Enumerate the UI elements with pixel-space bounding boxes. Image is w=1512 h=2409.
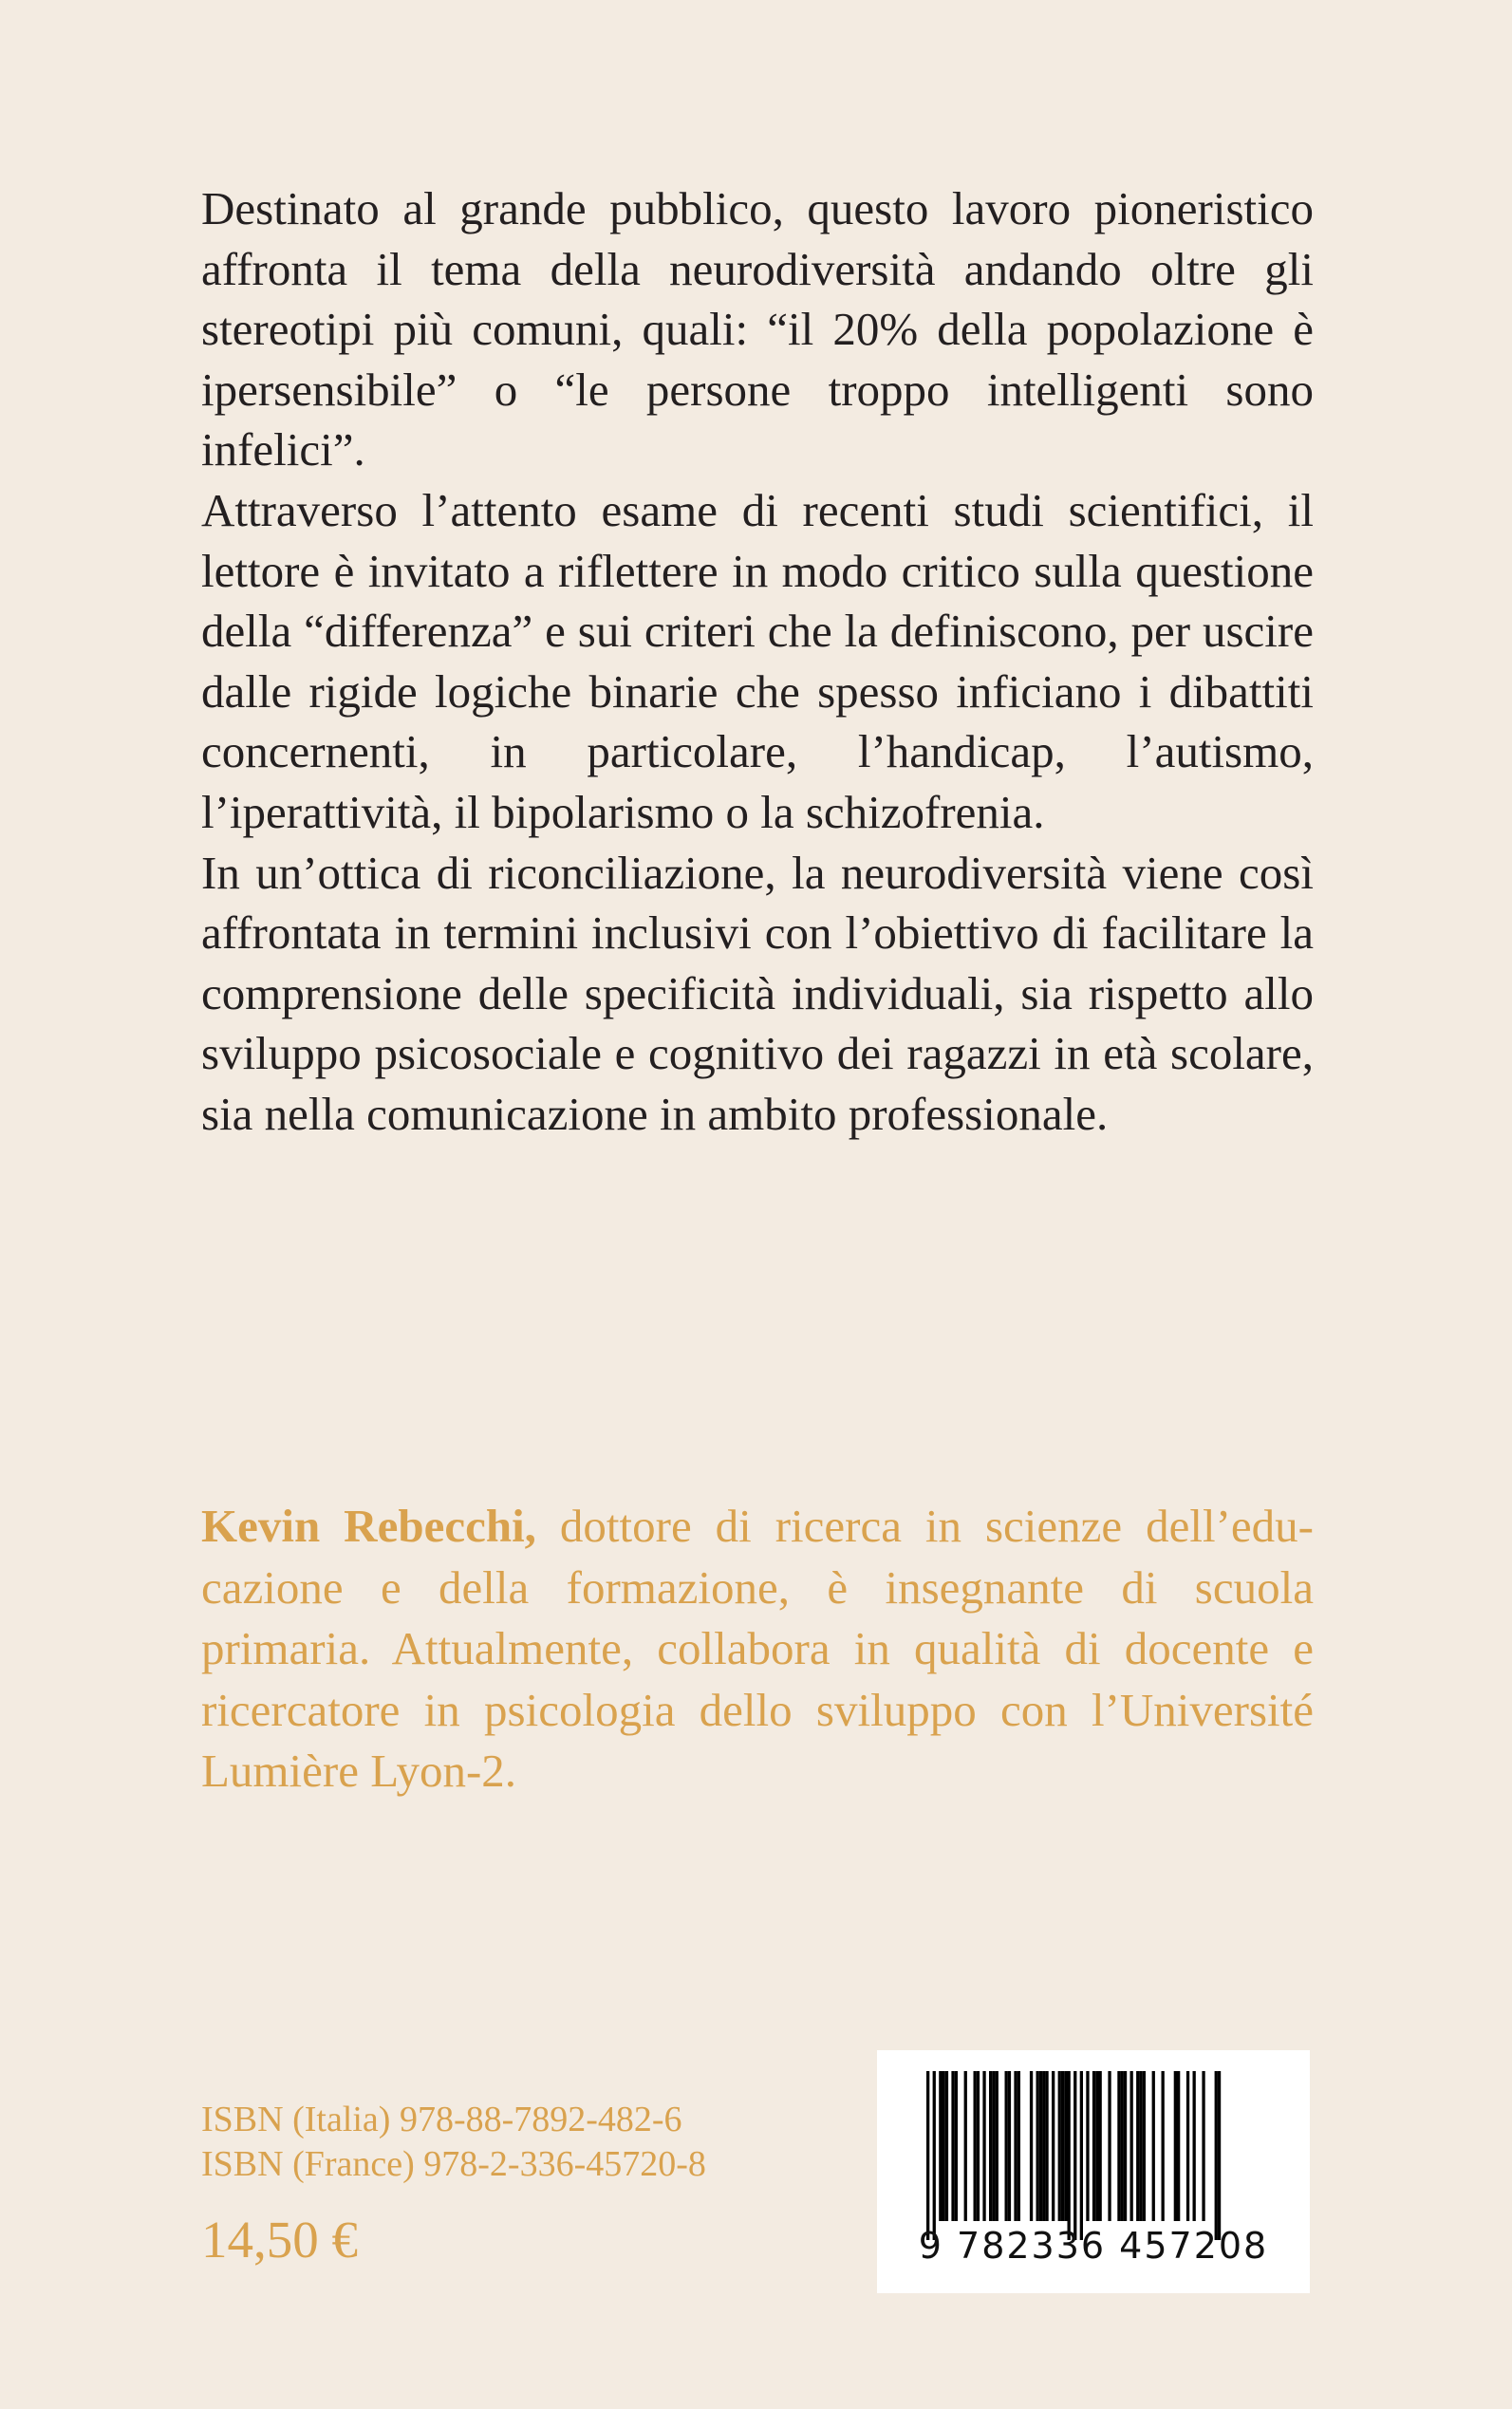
barcode-bar xyxy=(1036,2071,1039,2221)
barcode-bar xyxy=(1108,2071,1111,2221)
barcode-bar xyxy=(1162,2071,1165,2221)
barcode-bar xyxy=(1095,2071,1098,2221)
barcode-bar xyxy=(1064,2071,1067,2221)
barcode-bar xyxy=(1177,2071,1180,2221)
barcode-bar xyxy=(1143,2071,1146,2221)
barcode-bar xyxy=(1014,2071,1017,2221)
barcode-bar xyxy=(964,2071,967,2221)
barcode-bar xyxy=(1017,2071,1020,2221)
barcode-bar xyxy=(1030,2071,1033,2221)
author-name: Kevin Rebecchi, xyxy=(201,1500,536,1552)
barcode-bar xyxy=(1121,2071,1124,2221)
barcode-bar xyxy=(1080,2071,1083,2240)
barcode-bar xyxy=(1186,2071,1189,2221)
barcode-bar xyxy=(1218,2071,1221,2240)
isbn-block xyxy=(201,2098,706,2187)
barcode-bar xyxy=(955,2071,958,2221)
barcode-bar xyxy=(1152,2071,1155,2221)
barcode-bar xyxy=(933,2071,936,2240)
barcode-bar xyxy=(977,2071,980,2221)
back-cover-blurb xyxy=(201,178,1314,1145)
barcode-bar xyxy=(945,2071,948,2221)
barcode-bar xyxy=(951,2071,954,2221)
barcode-bar xyxy=(1193,2071,1196,2221)
author-bio-text: dottore di ricerca in scienze dell’educazione e della formazione, è insegnante di scuola primaria. Attualmente, collabora in qualità di docente e ricercatore in psicologia dello sviluppo con l’Université Lumière Lyon-2. xyxy=(201,1500,1314,1797)
barcode-bar xyxy=(982,2071,985,2221)
barcode-bar xyxy=(1124,2071,1127,2221)
barcode-bar xyxy=(1005,2071,1008,2221)
barcode-bar xyxy=(1130,2071,1133,2221)
barcode-bar xyxy=(1092,2071,1095,2221)
barcode xyxy=(877,2050,1310,2293)
barcode-bar xyxy=(1073,2071,1076,2240)
barcode-bar xyxy=(1099,2071,1102,2221)
barcode-bar xyxy=(939,2071,942,2221)
barcode-bar xyxy=(1202,2071,1204,2221)
barcode-bar xyxy=(989,2071,992,2221)
barcode-bar xyxy=(1052,2071,1055,2221)
barcode-digits: 9 782336 457208 xyxy=(918,2225,1269,2267)
barcode-bar xyxy=(1139,2071,1142,2221)
barcode-bar xyxy=(1174,2071,1177,2221)
barcode-bar xyxy=(996,2071,999,2221)
barcode-bar xyxy=(943,2071,945,2221)
price: 14,50 € xyxy=(201,2211,358,2269)
blurb-paragraph-2: Attraverso l’attento esame di recenti studi scientifici, il lettore è invitato a riflettere in modo critico sulla questione della “differenza” e sui criteri che la definiscono, per uscire dalle rigide logiche binarie che spesso inficiano i dibattiti concernenti, in particolare, l’handicap, l’autismo, l’iperattività, il bipolarismo o la schizofrenia. xyxy=(201,483,1314,838)
barcode-bar xyxy=(1068,2071,1071,2240)
barcode-bar xyxy=(974,2071,977,2221)
barcode-bar xyxy=(1008,2071,1011,2221)
author-bio xyxy=(201,1496,1314,1802)
isbn-france: ISBN (France) 978-2-336-45720-8 xyxy=(201,2144,706,2184)
barcode-bar xyxy=(1117,2071,1120,2221)
isbn-italy: ISBN (Italia) 978-88-7892-482-6 xyxy=(201,2100,682,2139)
barcode-bar xyxy=(1045,2071,1048,2221)
blurb-paragraph-1: Destinato al grande pubblico, questo lavoro pioneristico affronta il tema della neurodiversità andando oltre gli stereotipi più comuni, quali: “il 20% della popolazione è ipersensibile” o “le persone troppo intelligenti sono infelici”. xyxy=(201,182,1314,476)
barcode-bar xyxy=(1058,2071,1061,2221)
barcode-bar xyxy=(926,2071,929,2240)
barcode-bar xyxy=(1086,2071,1089,2221)
barcode-bar xyxy=(992,2071,995,2221)
barcode-bar xyxy=(1042,2071,1045,2221)
blurb-paragraph-3: In un’ottica di riconciliazione, la neurodiversità viene così affrontata in termini inclusivi con l’obiettivo di facilitare la comprensione delle specificità individuali, sia rispetto allo sviluppo psicosociale e cognitivo dei ragazzi in età scolare, sia nella comunicazione in ambito professionale. xyxy=(201,846,1314,1140)
barcode-bar xyxy=(1061,2071,1064,2221)
barcode-bar xyxy=(1215,2071,1218,2240)
barcode-bar xyxy=(1039,2071,1042,2221)
barcode-bar xyxy=(1136,2071,1139,2221)
